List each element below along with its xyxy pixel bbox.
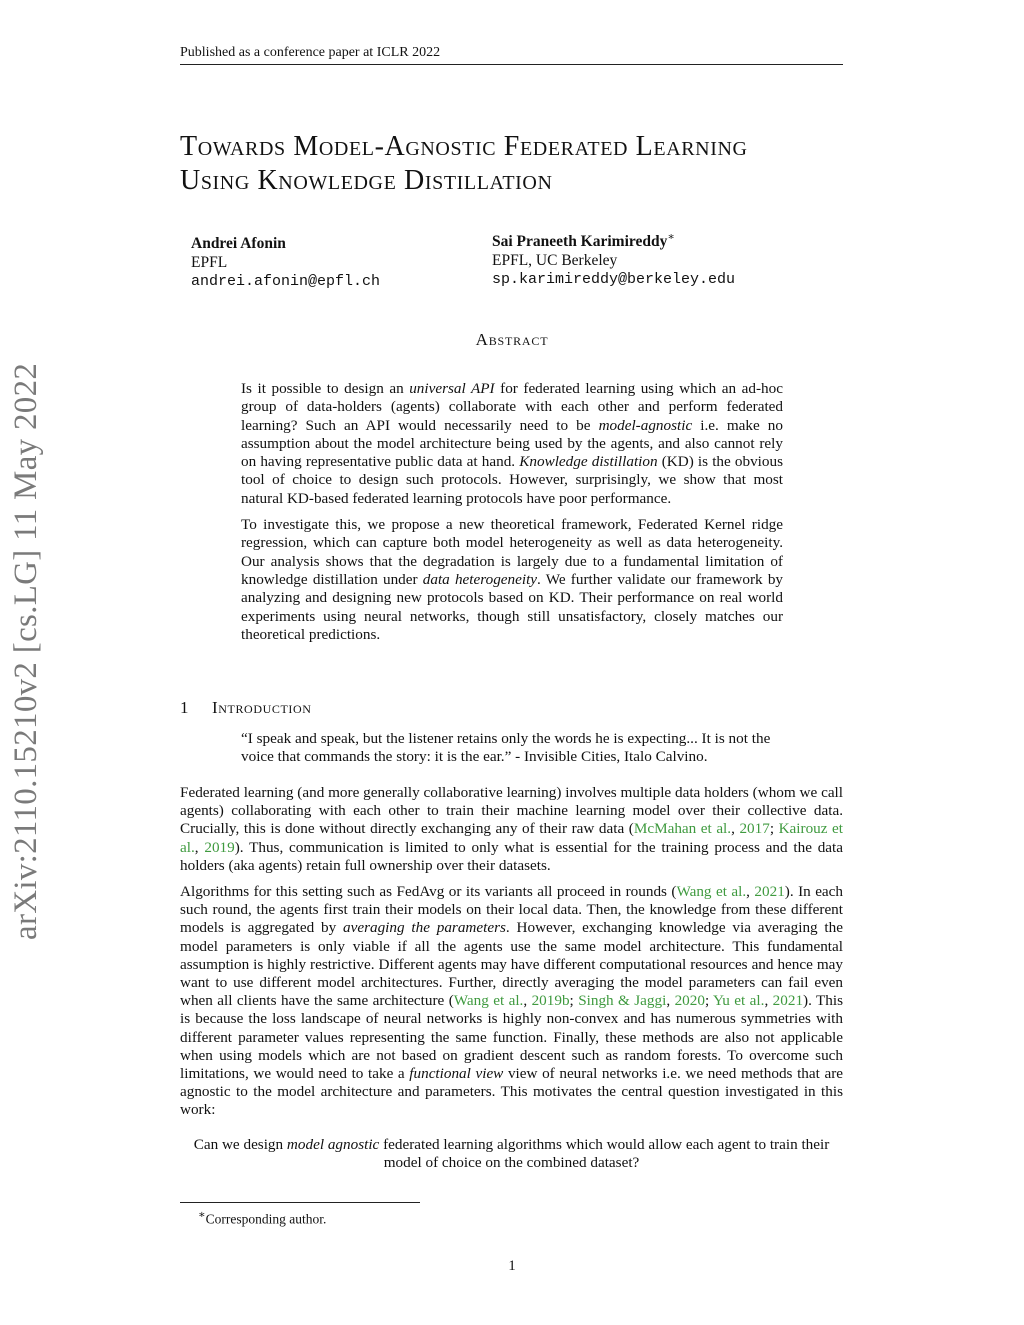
citation-year-link[interactable]: 2019b [531,992,570,1010]
citation-link[interactable]: Yu et al. [713,992,765,1010]
section-heading-introduction [180,698,312,718]
epigraph-quote: “I speak and speak, but the listener retains only the words he is expecting... It is not the voice that commands the story: it is the ear.” - Invisible Cities, Italo Calvino. [241,730,771,766]
citation-link[interactable]: Kairouz et al. [180,820,844,856]
footnote-mark: ∗ [198,1209,206,1221]
footnote-text: Corresponding author. [205,1211,327,1227]
page-number: 1 [508,1258,516,1274]
citation-link[interactable]: Wang et al. [453,992,524,1010]
intro-paragraph-2: Algorithms for this setting such as FedAvg or its variants all proceed in rounds (Wang et al., 2021). In each such round, the agents first train their models on their local data. Then, the knowledge from these different models is aggregated by averaging the parameters. However, exchanging knowledge via averaging the model parameters is only viable if all the agents use the same model architecture. This fundamental assumption is highly restrictive. Different agents may have different computational resources and hence may want to use different model architectures. Further, directly averaging the model parameters can fail even when all clients have the same architecture (Wang et al., 2019b; Singh & Jaggi, 2020; Yu et al., 2021). This is because the loss landscape of neural networks is highly non-convex and has numerous symmetries with different parameter values representing the same function. Finally, these methods are also not applicable when using models which are not based on gradient descent such as random forests. To overcome such limitations, we would need to take a functional view view of neural networks i.e. we need methods that are agnostic to the model architecture and parameters. This motivates the central question investigated in this work: [180,883,844,1119]
citation-year-link[interactable]: 2020 [674,992,705,1010]
author-name: Sai Praneeth Karimireddy∗ [492,231,675,251]
citation-year-link[interactable]: 2017 [739,820,770,838]
author-name: Andrei Afonin [191,235,286,253]
running-header: Published as a conference paper at ICLR 2022 [180,44,843,65]
author-email[interactable]: sp.karimireddy@berkeley.edu [492,271,736,289]
title-line-1: Towards Model-Agnostic Federated Learning [180,131,748,162]
citation-year-link[interactable]: 2021 [754,883,785,901]
intro-paragraph-1: Federated learning (and more generally collaborative learning) involves multiple data holders (whom we call agents) collaborating with each other to train their machine learning model over their collective data. Crucially, this is done without directly exchanging any of their raw data (McMahan et al., 2017; Kairouz et al., 2019). Thus, communication is limited to only what is essential for the training process and the data holders (aka agents) retain full ownership over their datasets. [180,784,844,874]
section-number: 1 [180,698,190,717]
arxiv-identifier[interactable]: arXiv:2110.15210v2 [cs.LG] 11 May 2022 [8,362,44,940]
footnote [198,1208,326,1228]
citation-link[interactable]: Singh & Jaggi [578,992,667,1010]
author-block-1 [191,228,380,291]
title-line-2: Using Knowledge Distillation [180,165,553,196]
paper-title [180,130,860,198]
abstract-paragraph-2: To investigate this, we propose a new theoretical framework, Federated Kernel ridge regression, which can capture both model heterogeneity as well as data heterogeneity. Our analysis shows that the degradation is largely due to a fundamental limitation of knowledge distillation under data heterogeneity. We further validate our framework by analyzing and designing new protocols based on KD. Their performance on real world experiments using neural networks, though still unsatisfactory, closely matches our theoretical predictions. [241,516,784,643]
author-email[interactable]: andrei.afonin@epfl.ch [191,273,381,291]
author-affiliation: EPFL [191,254,228,272]
abstract-body [241,380,783,652]
author-block-2 [492,228,735,289]
abstract-heading: Abstract [475,330,549,349]
central-question: Can we design model agnostic federated learning algorithms which would allow each agent to train their model of choice on the combined dataset? [193,1135,830,1171]
footnote-divider [180,1202,420,1203]
citation-year-link[interactable]: 2021 [772,992,804,1010]
section-title: Introduction [212,698,312,717]
author-affiliation: EPFL, UC Berkeley [492,252,618,270]
citation-link[interactable]: Wang et al. [676,883,747,901]
citation-year-link[interactable]: 2019 [204,838,235,856]
introduction-body [180,784,843,1172]
citation-link[interactable]: McMahan et al. [633,820,732,838]
abstract-paragraph-1: Is it possible to design an universal API for federated learning using which an ad-hoc group of data-holders (agents) collaborate with each other and perform federated learning? Such an API would necessarily need to be model-agnostic i.e. make no assumption about the model architecture being used by the agents, and also cannot rely on having representative public data at hand. Knowledge distillation (KD) is the obvious tool of choice to design such protocols. However, surprisingly, we show that most natural KD-based federated learning protocols have poor performance. [241,380,783,507]
